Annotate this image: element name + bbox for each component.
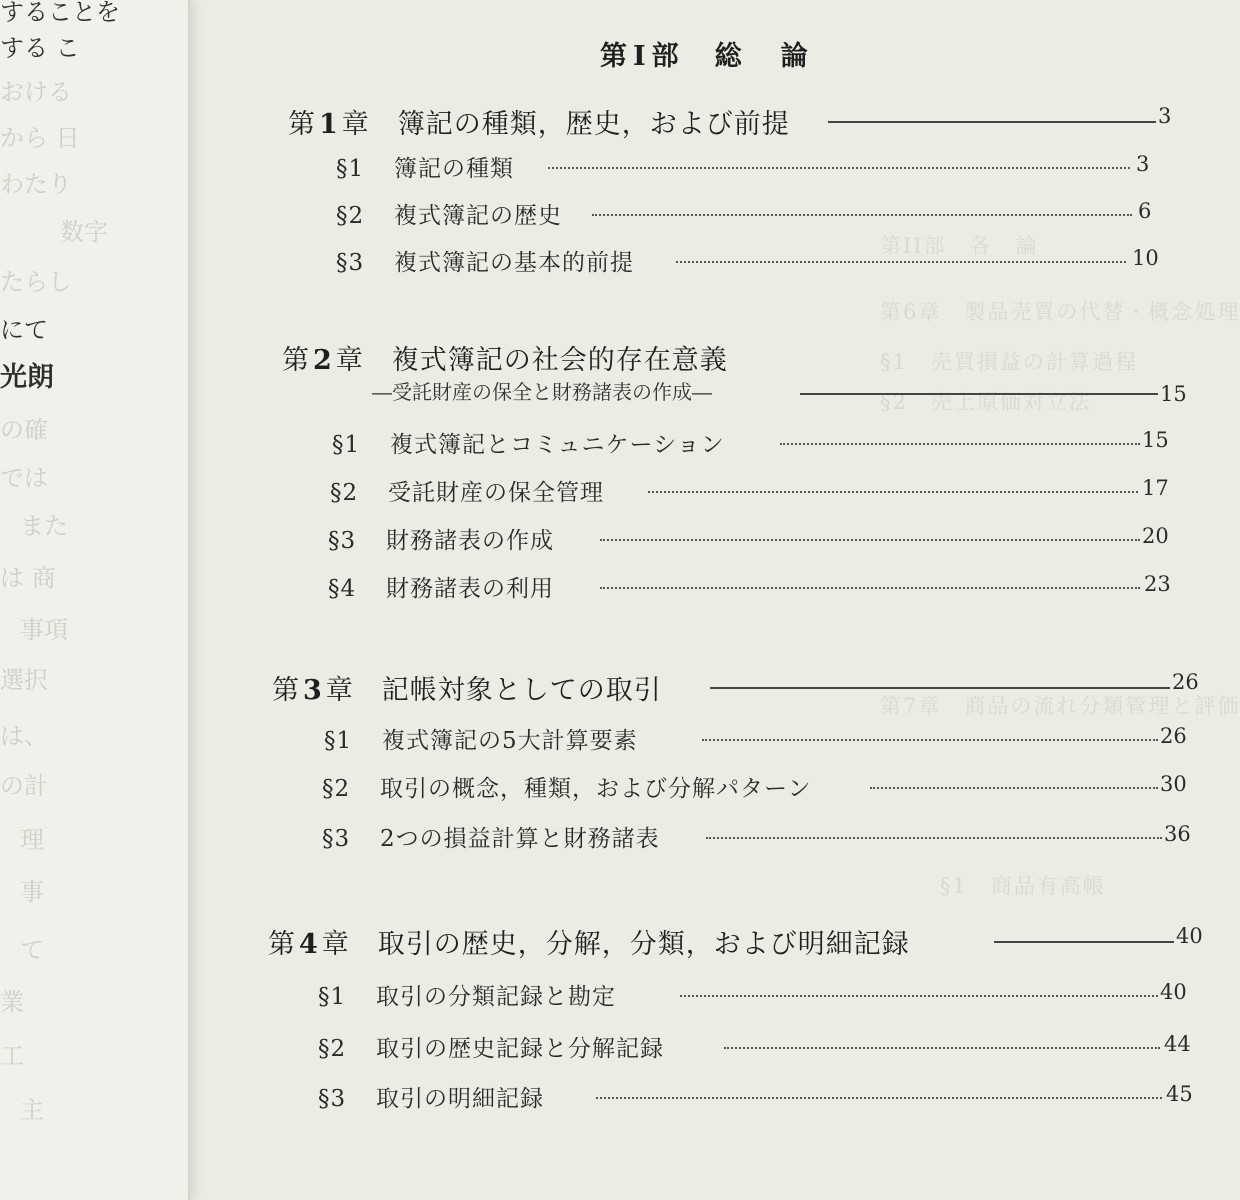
left-page-text: 事項 xyxy=(20,616,68,644)
section-number: §3 xyxy=(336,250,365,276)
left-page-text: にて xyxy=(0,316,48,344)
page-number: 3 xyxy=(1136,152,1150,176)
section-heading xyxy=(336,150,514,183)
left-page-text: 工 xyxy=(0,1042,24,1070)
part-title xyxy=(600,34,844,73)
part-number: 第I部 xyxy=(600,41,685,72)
section-heading xyxy=(318,978,616,1011)
page-number: 23 xyxy=(1144,572,1171,596)
section-3-1-entry[interactable] xyxy=(324,722,1187,756)
section-2-3-entry[interactable] xyxy=(328,522,1168,556)
section-title: 財務諸表の利用 xyxy=(386,576,554,602)
section-2-4-entry[interactable] xyxy=(328,570,1171,604)
page-number: 17 xyxy=(1142,476,1169,500)
section-1-3-entry[interactable] xyxy=(336,244,1162,278)
chapter-heading: 第 4 章 取引の歴史，分解，分類，および明細記録 xyxy=(268,929,910,960)
section-title: 複式簿記の歴史 xyxy=(394,203,562,229)
section-number: §3 xyxy=(328,528,357,554)
left-page-text: また xyxy=(20,512,68,540)
section-4-2-entry[interactable] xyxy=(318,1030,1190,1064)
leader-dots xyxy=(676,261,1126,263)
chapter-2-page xyxy=(1160,380,1200,414)
section-number: §1 xyxy=(336,156,365,182)
left-page-text: する こ xyxy=(0,34,80,62)
leader-dots xyxy=(680,995,1158,997)
left-page-text: は、 xyxy=(0,722,48,750)
part-name: 総 論 xyxy=(714,41,814,72)
chapter-1-entry[interactable] xyxy=(288,102,1178,140)
leader-dots xyxy=(724,1047,1160,1049)
leader-dots xyxy=(600,539,1140,541)
section-number: §1 xyxy=(318,984,347,1010)
section-number: §4 xyxy=(328,576,357,602)
section-heading xyxy=(328,522,554,555)
leader-dots xyxy=(780,443,1140,445)
section-number: §3 xyxy=(318,1086,347,1112)
leader-dots xyxy=(870,787,1158,789)
left-page-text: わたり xyxy=(0,170,72,198)
section-4-1-entry[interactable] xyxy=(318,978,1188,1012)
section-title: 取引の歴史記録と分解記録 xyxy=(376,1036,664,1062)
leader-dots xyxy=(548,167,1130,169)
chapter-title: 簿記の種類，歴史，および前提 xyxy=(397,109,790,140)
chapter-title: 記帳対象としての取引 xyxy=(381,675,662,706)
show-through-text: 第6章 製品売買の代替・概念処理 xyxy=(880,300,1240,324)
chapter-2-entry[interactable] xyxy=(282,338,1162,376)
left-page-text: たらし xyxy=(0,268,72,296)
section-number: §1 xyxy=(332,432,361,458)
section-heading xyxy=(330,474,604,507)
section-4-3-entry[interactable] xyxy=(318,1080,1192,1114)
left-page-text: 業 xyxy=(0,988,24,1016)
section-title: 複式簿記の5大計算要素 xyxy=(382,728,638,754)
left-page-text: の確 xyxy=(0,416,48,444)
section-heading xyxy=(324,722,638,755)
left-page-text: 主 xyxy=(20,1096,44,1124)
page-number: 26 xyxy=(1160,724,1187,748)
section-title: 複式簿記の基本的前提 xyxy=(394,250,634,276)
left-page-text: の計 xyxy=(0,772,48,800)
leader-line xyxy=(828,121,1156,123)
section-number: §2 xyxy=(330,480,359,506)
section-title: 取引の概念，種類，および分解パターン xyxy=(380,776,812,802)
show-through-text: 第7章 商品の流れ分類管理と評価 xyxy=(880,694,1240,718)
leader-dots xyxy=(702,739,1158,741)
left-page-text: から 日 xyxy=(0,124,80,152)
section-title: 取引の分類記録と勘定 xyxy=(376,984,616,1010)
left-page-text: することを xyxy=(0,0,120,26)
chapter-3-entry[interactable] xyxy=(272,668,1199,706)
leader-line xyxy=(710,687,1170,689)
chapter-heading: 第 1 章 簿記の種類，歴史，および前提 xyxy=(288,109,790,140)
section-heading xyxy=(318,1030,664,1063)
leader-line xyxy=(800,393,1158,395)
leader-dots xyxy=(706,837,1162,839)
page-number: 6 xyxy=(1138,199,1152,223)
section-heading xyxy=(322,820,660,853)
page-number: 30 xyxy=(1160,772,1187,796)
leader-line xyxy=(994,941,1174,943)
leader-dots xyxy=(592,214,1132,216)
leader-dots xyxy=(596,1097,1162,1099)
left-page-text: 事 xyxy=(20,878,44,906)
show-through-text: §1 売買損益の計算過程 xyxy=(880,350,1138,374)
section-heading xyxy=(336,197,562,230)
chapter-subtitle: ―受託財産の保全と財務諸表の作成― xyxy=(372,380,712,404)
left-page-text: 数字 xyxy=(60,218,108,246)
chapter-title: 取引の歴史，分解，分類，および明細記録 xyxy=(377,929,910,960)
section-heading xyxy=(332,426,725,459)
show-through-text: 第II部 各 論 xyxy=(880,234,1039,258)
page-number: 36 xyxy=(1164,822,1191,846)
page-number: 40 xyxy=(1160,980,1187,1004)
left-page-text: は 商 xyxy=(0,564,56,592)
section-title: 2つの損益計算と財務諸表 xyxy=(380,826,660,852)
section-title: 取引の明細記録 xyxy=(376,1086,544,1112)
section-3-3-entry[interactable] xyxy=(322,820,1191,854)
chapter-heading: 第 3 章 記帳対象としての取引 xyxy=(272,675,662,706)
page-number: 20 xyxy=(1142,524,1169,548)
left-page-text: て xyxy=(20,936,44,964)
leader-dots xyxy=(648,491,1138,493)
page-number: 15 xyxy=(1160,382,1187,406)
page-number: 26 xyxy=(1172,670,1199,694)
section-number: §3 xyxy=(322,826,351,852)
section-title: 受託財産の保全管理 xyxy=(388,480,604,506)
chapter-title: 複式簿記の社会的存在意義 xyxy=(391,345,728,376)
left-page-text: では xyxy=(0,464,48,492)
section-2-1-entry[interactable] xyxy=(332,426,1172,460)
section-heading xyxy=(328,570,554,603)
left-facing-page xyxy=(0,0,190,1200)
leader-dots xyxy=(600,587,1140,589)
section-title: 簿記の種類 xyxy=(394,156,514,182)
section-title: 複式簿記とコミュニケーション xyxy=(390,432,725,458)
section-3-2-entry[interactable] xyxy=(322,770,1187,804)
show-through-text: §2 売上原価対立法 xyxy=(880,390,1092,414)
show-through-text: §1 商品有高帳 xyxy=(940,874,1106,898)
section-title: 財務諸表の作成 xyxy=(386,528,554,554)
section-1-1-entry[interactable] xyxy=(336,150,1156,184)
page-number: 15 xyxy=(1142,428,1169,452)
chapter-heading: 第 2 章 複式簿記の社会的存在意義 xyxy=(282,345,728,376)
left-page-text: 理 xyxy=(20,826,44,854)
page-number: 44 xyxy=(1164,1032,1191,1056)
page-number: 3 xyxy=(1158,104,1172,128)
chapter-4-entry[interactable] xyxy=(268,922,1203,960)
section-number: §2 xyxy=(336,203,365,229)
left-page-text: おける xyxy=(0,78,72,106)
section-number: §1 xyxy=(324,728,353,754)
section-heading xyxy=(336,244,634,277)
left-page-text: 選択 xyxy=(0,666,48,694)
section-number: §2 xyxy=(318,1036,347,1062)
page-number: 45 xyxy=(1166,1082,1193,1106)
section-number: §2 xyxy=(322,776,351,802)
section-heading xyxy=(318,1080,544,1113)
left-page-text: 光朗 xyxy=(0,362,54,393)
page-number: 10 xyxy=(1132,246,1159,270)
section-2-2-entry[interactable] xyxy=(330,474,1170,508)
section-heading xyxy=(322,770,812,803)
page-number: 40 xyxy=(1176,924,1203,948)
section-1-2-entry[interactable] xyxy=(336,197,1156,231)
